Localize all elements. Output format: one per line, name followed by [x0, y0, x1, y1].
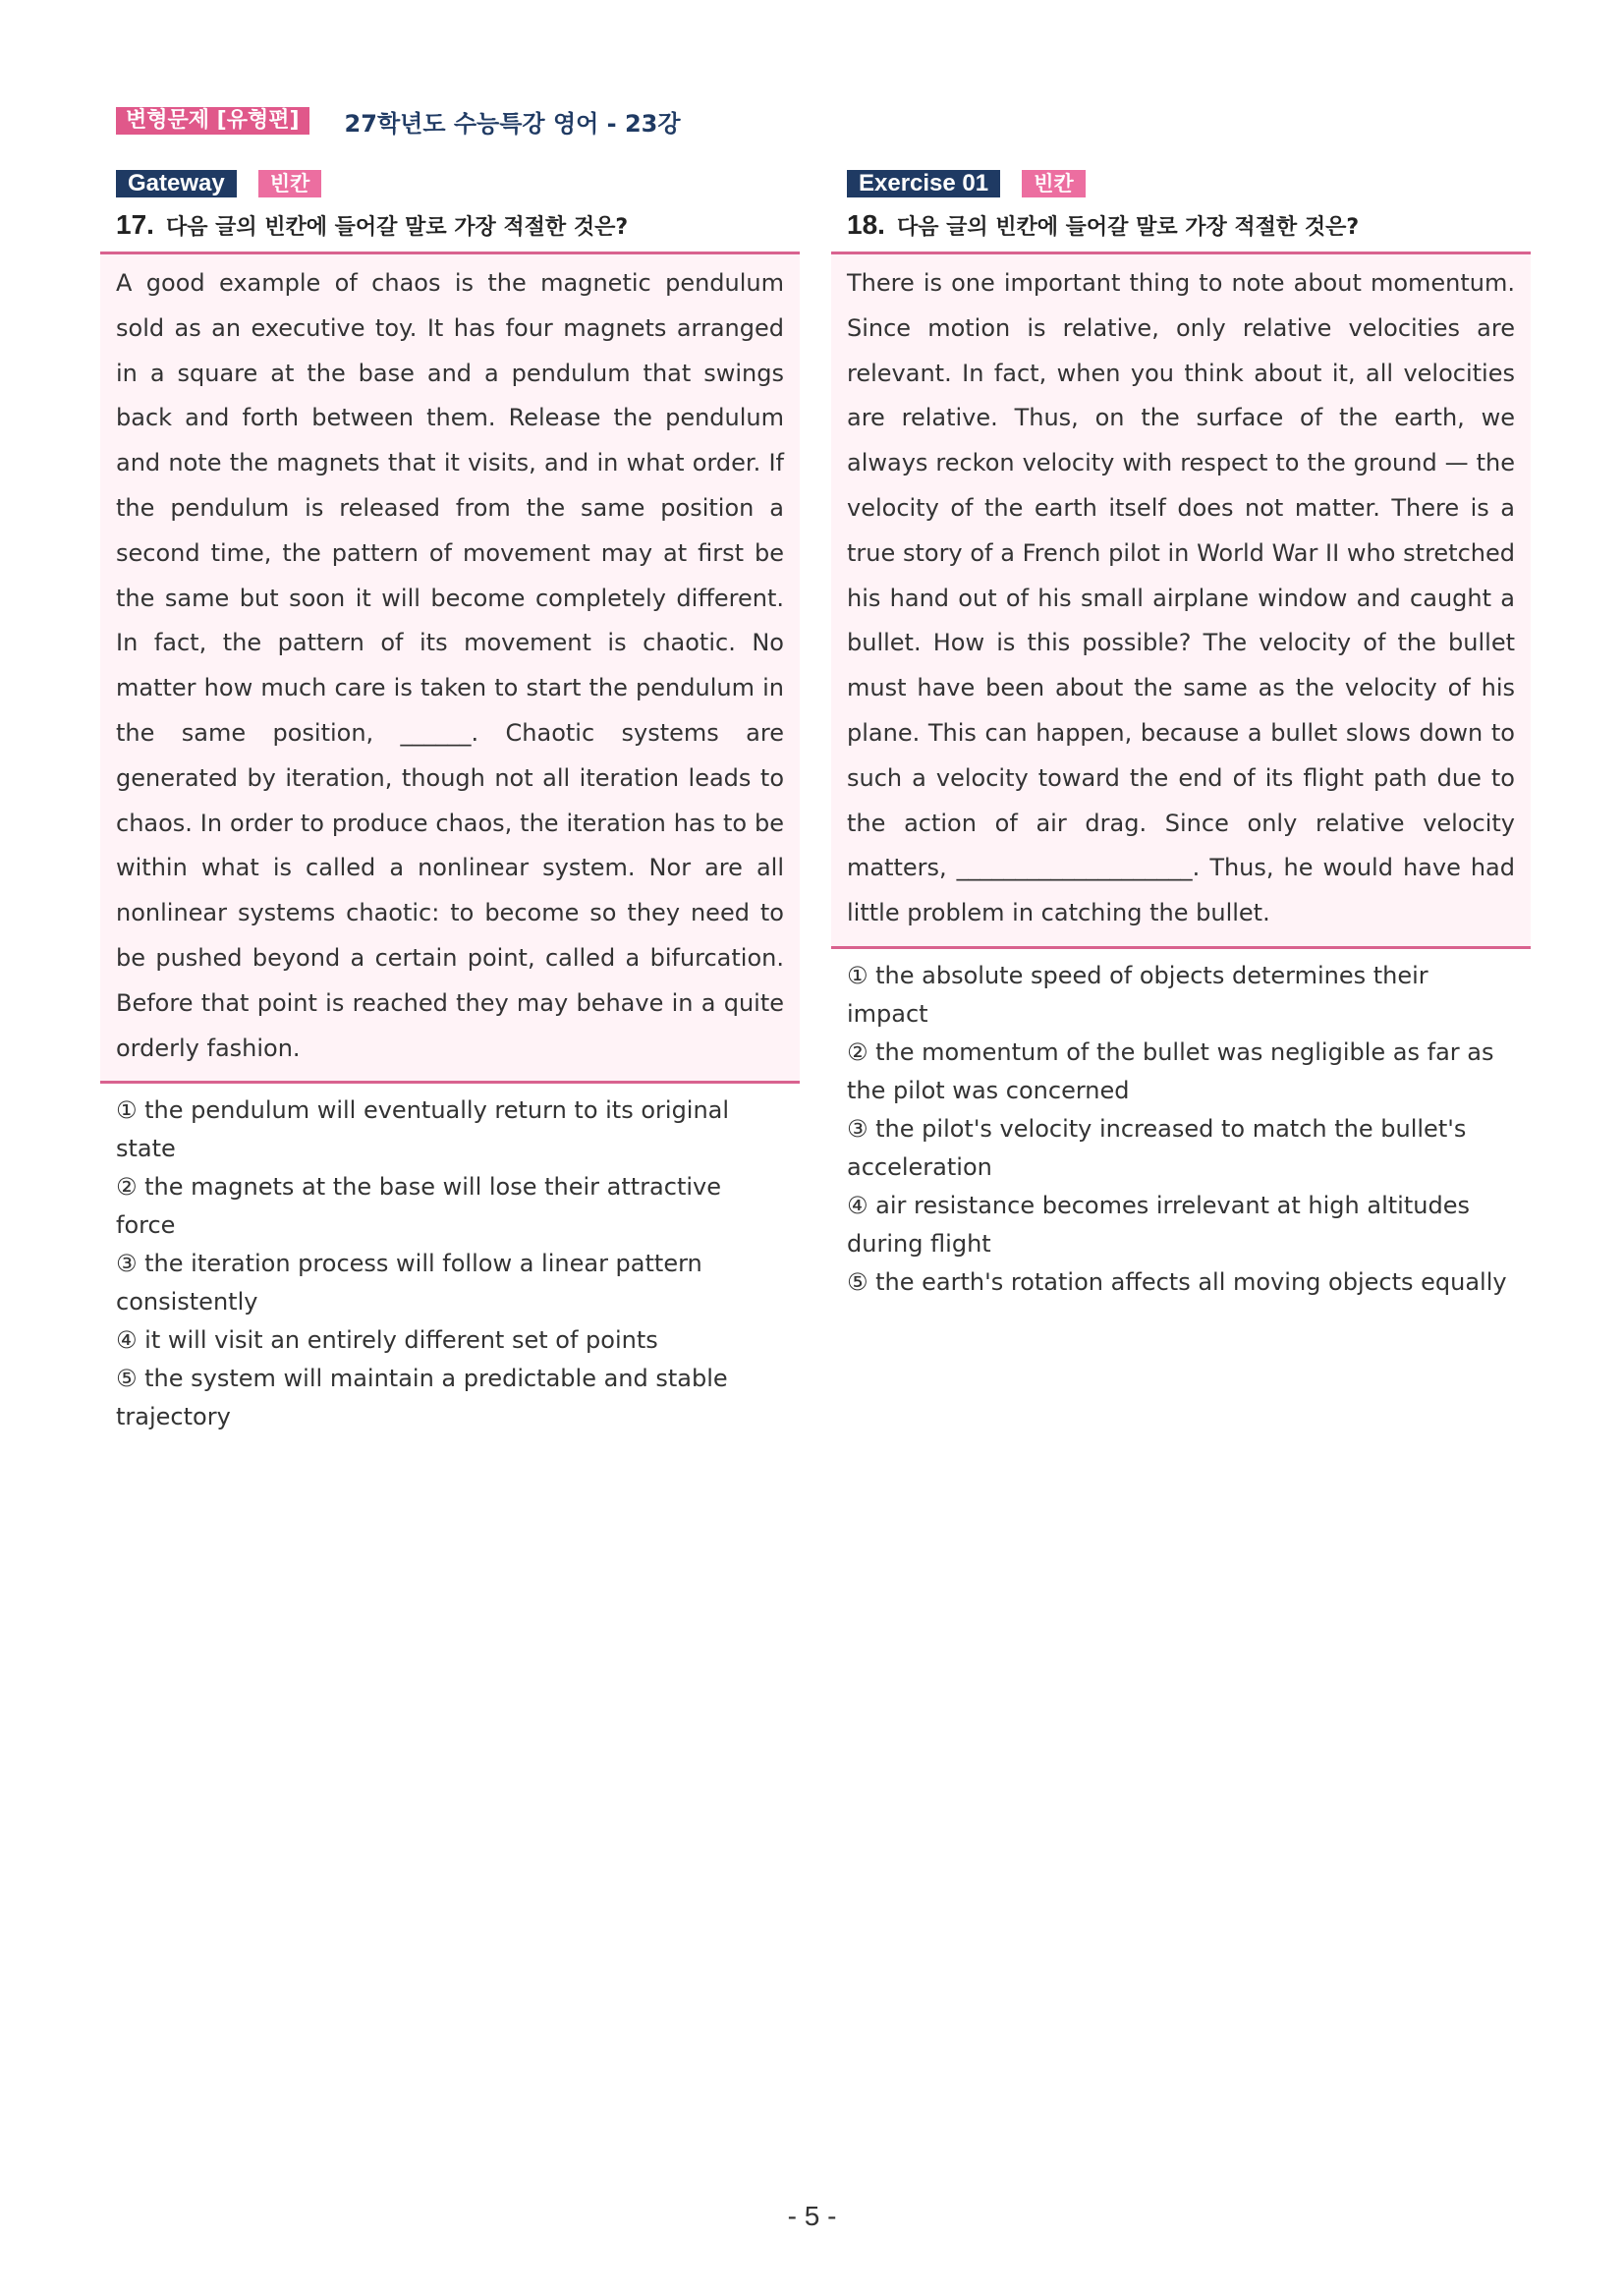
- category-tag: 변형문제 [유형편]: [116, 107, 309, 135]
- question-text: 다음 글의 빈칸에 들어갈 말로 가장 적절한 것은?: [896, 214, 1360, 240]
- option-2: ② the magnets at the base will lose their attractive force: [116, 1173, 722, 1240]
- option-4: ④ air resistance becomes irrelevant at high altitudes during flight: [847, 1191, 1470, 1258]
- option-1: ① the pendulum will eventually return to its original state: [116, 1096, 730, 1163]
- passage-text: There is one important thing to note about momentum. Since motion is relative, only relative velocities are relevant. In fact, when you think about it, all velocities are relative. Thus, on the surface of the earth, we always reckon velocity with respect to the ground — the velocity of the earth itself does not matter. There is a true story of a French pilot in World War II who stretched his hand out of his small airplane window and caught a bullet. How is this possible? The velocity of the bullet must have been about the same as the velocity of his plane. This can happen, because a bullet slows down to such a velocity toward the end of its flight path due to the action of air drag. Since only relative velocity matters, ____________________. Thus, he would have had little problem in catching the bullet.: [847, 269, 1515, 927]
- right-column: [831, 169, 1531, 1302]
- question-type-tag: 빈칸: [258, 170, 322, 197]
- question-text: 다음 글의 빈칸에 들어갈 말로 가장 적절한 것은?: [165, 214, 629, 240]
- question-type-tag: 빈칸: [1022, 170, 1086, 197]
- option-1: ① the absolute speed of objects determines their impact: [847, 961, 1428, 1028]
- option-5: ⑤ the system will maintain a predictable and stable trajectory: [116, 1365, 728, 1431]
- option-3: ③ the pilot's velocity increased to match the bullet's acceleration: [847, 1114, 1467, 1181]
- page-number: - 5 -: [787, 2201, 837, 2231]
- option-2: ② the momentum of the bullet was negligible as far as the pilot was concerned: [847, 1037, 1494, 1104]
- question-prompt: [831, 206, 1531, 244]
- option-3: ③ the iteration process will follow a linear pattern consistently: [116, 1250, 702, 1316]
- option-4: ④ it will visit an entirely different set of points: [116, 1326, 658, 1355]
- header-title: 27학년도 수능특강 영어 - 23강: [344, 109, 681, 138]
- left-column: [100, 169, 800, 1436]
- question-number: 17.: [116, 209, 154, 240]
- option-5: ⑤ the earth's rotation affects all moving objects equally: [847, 1267, 1507, 1296]
- answer-options: [100, 1092, 800, 1436]
- answer-options: [831, 957, 1531, 1302]
- question-prompt: [100, 206, 800, 244]
- passage-box: [831, 252, 1531, 949]
- question-number: 18.: [847, 209, 885, 240]
- page-header: [116, 104, 681, 138]
- passage-box: [100, 252, 800, 1084]
- section-header-gateway: [100, 169, 800, 198]
- section-label: Gateway: [116, 170, 237, 197]
- section-label: Exercise 01: [847, 170, 1000, 197]
- passage-text: A good example of chaos is the magnetic pendulum sold as an executive toy. It has four magnets arranged in a square at the base and a pendulum that swings back and forth between them. Release the pendulum and note the magnets that it visits, and in what order. If the pendulum is released from the same position a second time, the pattern of movement may at first be the same but soon it will become completely different. In fact, the pattern of its movement is chaotic. No matter how much care is taken to start the pendulum in the same position, ______. Chaotic systems are generated by iteration, though not all iteration leads to chaos. In order to produce chaos, the iteration has to be within what is called a nonlinear system. Nor are all nonlinear systems chaotic: to become so they need to be pushed beyond a certain point, called a bifurcation. Before that point is reached they may behave in a quite orderly fashion.: [116, 269, 784, 1062]
- section-header-exercise: [831, 169, 1531, 198]
